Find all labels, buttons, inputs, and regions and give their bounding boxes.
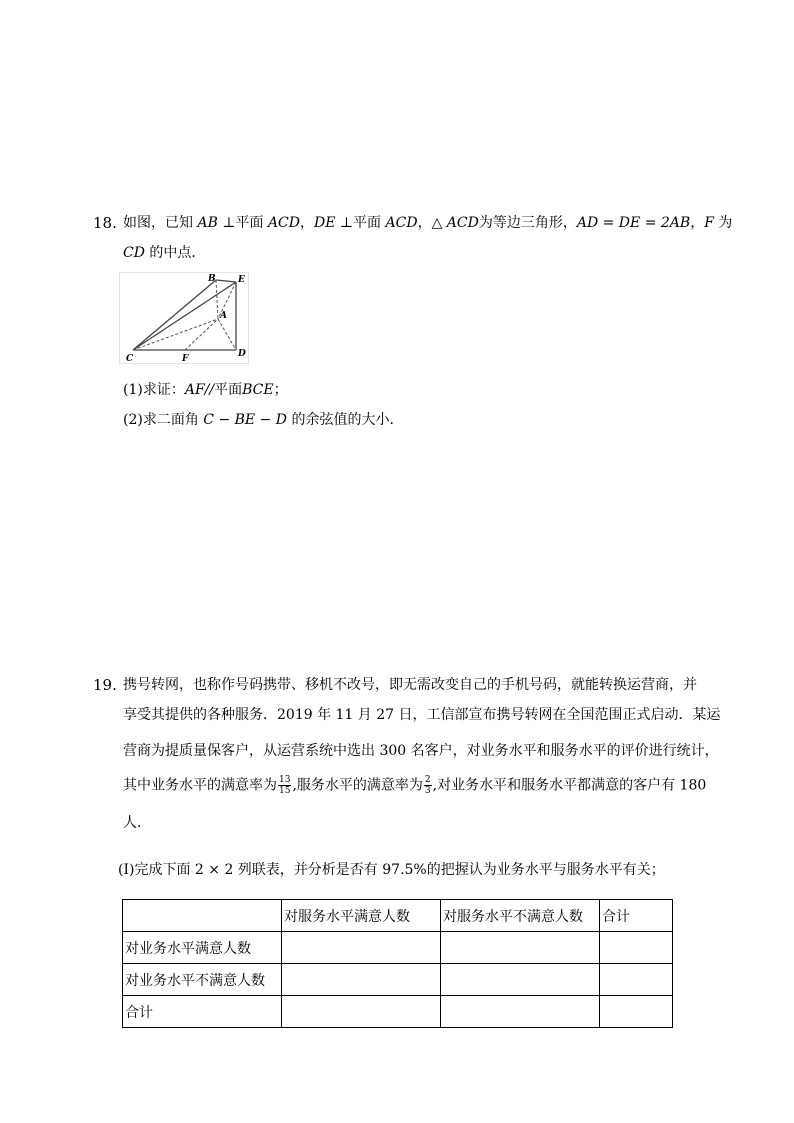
q19-line-2: 享受其提供的各种服务．2019 年 11 月 27 日，工信部宣布携号转网在全国范围正式启动．某运 bbox=[123, 707, 721, 723]
edge-ba bbox=[216, 280, 218, 319]
table-cell bbox=[441, 932, 600, 964]
label-a: A bbox=[220, 311, 227, 321]
label-b: B bbox=[208, 274, 216, 284]
table-cell bbox=[441, 996, 600, 1028]
table-cell: 对业务水平满意人数 bbox=[123, 932, 282, 964]
label-e: E bbox=[238, 275, 245, 285]
edge-fa bbox=[185, 319, 218, 350]
label-f: F bbox=[182, 354, 189, 364]
table-cell: 对服务水平满意人数 bbox=[282, 900, 441, 932]
contingency-table bbox=[122, 899, 673, 1028]
table-cell bbox=[282, 964, 441, 996]
edge-be bbox=[216, 280, 236, 282]
fraction-13-15: $\frac{13}{15}$ bbox=[279, 775, 291, 796]
table-row bbox=[123, 996, 673, 1028]
edge-ca bbox=[133, 319, 218, 350]
table-cell bbox=[600, 932, 673, 964]
q18-line-2: CD 的中点． bbox=[123, 245, 206, 261]
table-cell bbox=[600, 964, 673, 996]
geometry-figure bbox=[119, 272, 249, 364]
table-cell bbox=[600, 996, 673, 1028]
label-c: C bbox=[126, 354, 134, 364]
q19-line-5: 人． bbox=[123, 815, 151, 831]
q19-line-4: 其中业务水平的满意率为 $\frac{13}{15}$ ,服务水平的满意率为 $\frac{2}{3}$ ,对业务水平和服务水平都满意的客户有 180 bbox=[123, 775, 707, 796]
table-cell: 对业务水平不满意人数 bbox=[123, 964, 282, 996]
table-row bbox=[123, 932, 673, 964]
edge-ad bbox=[218, 319, 236, 350]
q19-part-1: (Ⅰ)完成下面 2 × 2 列联表，并分析是否有 97.5%的把握认为业务水平与服务水平有关； bbox=[118, 862, 665, 878]
table-cell: 合计 bbox=[123, 996, 282, 1028]
q18-number: 18. bbox=[93, 214, 117, 232]
edge-cb bbox=[133, 280, 216, 350]
q18-part-1: (1)求证：AF//平面BCE； bbox=[123, 382, 288, 398]
q19-line-1: 携号转网，也称作号码携带、移机不改号，即无需改变自己的手机号码，就能转换运营商，并 bbox=[123, 677, 697, 693]
table-header-row bbox=[123, 900, 673, 932]
table-row bbox=[123, 964, 673, 996]
q19-number: 19. bbox=[93, 676, 117, 694]
fraction-2-3: $\frac{2}{3}$ bbox=[424, 775, 431, 796]
table-cell: 合计 bbox=[600, 900, 673, 932]
table-cell bbox=[441, 964, 600, 996]
table-cell bbox=[282, 996, 441, 1028]
q19-line-3: 营商为提质量保客户，从运营系统中选出 300 名客户，对业务水平和服务水平的评价进行统计， bbox=[123, 743, 719, 759]
q18-part-2: (2)求二面角 C − BE − D 的余弦值的大小． bbox=[123, 412, 404, 428]
table-cell bbox=[282, 932, 441, 964]
table-cell bbox=[123, 900, 282, 932]
label-d: D bbox=[238, 349, 246, 359]
q18-line-1: 如图，已知 AB ⊥平面 ACD，DE ⊥平面 ACD，△ ACD为等边三角形，AD = DE = 2AB，F 为 bbox=[123, 215, 733, 231]
table-cell: 对服务水平不满意人数 bbox=[441, 900, 600, 932]
